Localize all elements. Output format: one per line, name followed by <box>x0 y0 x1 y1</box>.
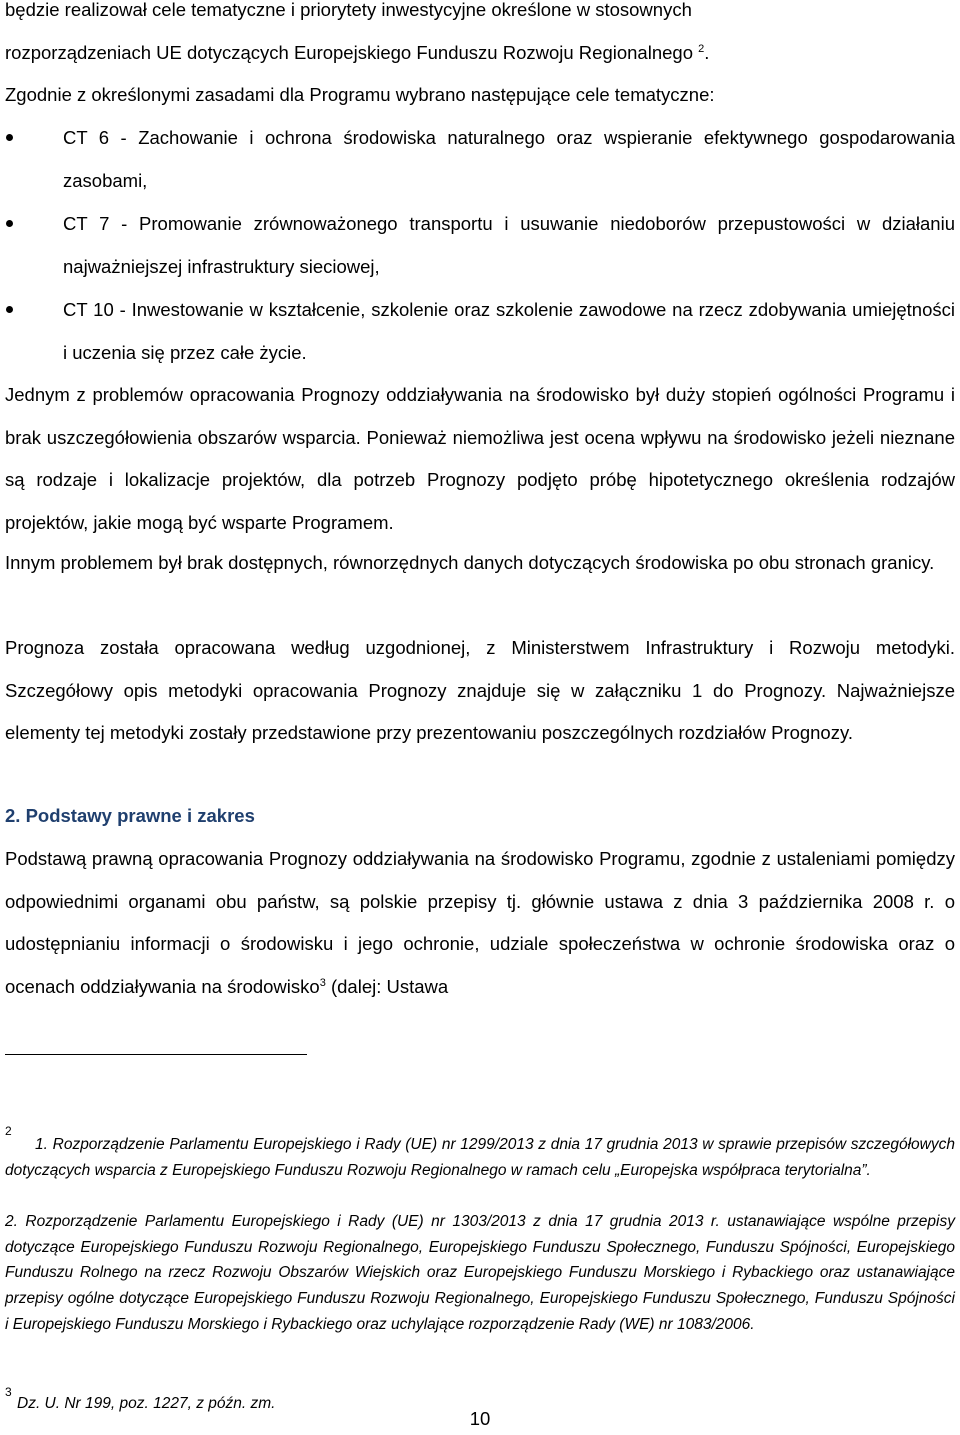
footnote-ref-2[interactable]: 2 <box>698 42 705 55</box>
list-item <box>5 289 955 374</box>
footnote-mark-3: 3 <box>5 1385 12 1399</box>
paragraph-legal-basis-text: Podstawą prawną opracowania Prognozy oddziaływania na środowisko Programu, zgodnie z ustaleniami pomiędzy odpowiednimi organami obu państw, są polskie przepisy tj. głównie ustawa z dnia 3 października 2008 r. o udostępnianiu informacji o środowisku i jego ochronie, udziale społeczeństwa w ochronie środowiska oraz o ocenach oddziaływania na środowisko <box>5 848 955 997</box>
paragraph-problems: Jednym z problemów opracowania Prognozy oddziaływania na środowisko był duży stopień ogólności Programu i brak uszczegółowienia obszarów wsparcia. Ponieważ niemożliwa jest ocena wpływu na środowisko jeżeli nieznane są rodzaje i lokalizacje projektów, dla potrzeb Prognozy podjęto próbę hipotetycznego określenia rodzajów projektów, jakie mogą być wsparte Programem. <box>5 384 955 533</box>
list-item-text: CT 10 - Inwestowanie w kształcenie, szkolenie oraz szkolenie zawodowe na rzecz zdobywania umiejętności i uczenia się przez całe życie. <box>63 299 955 363</box>
list-item <box>5 203 955 288</box>
paragraph-legal-basis <box>5 838 955 1008</box>
paragraph-data-problem: Innym problemem był brak dostępnych, równorzędnych danych dotyczących środowiska po obu stronach granicy. <box>5 552 935 573</box>
footnote-mark-2: 2 <box>5 1124 12 1138</box>
list-item-text: CT 7 - Promowanie zrównoważonego transportu i usuwanie niedoborów przepustowości w działaniu najważniejszej infrastruktury sieciowej, <box>63 213 955 277</box>
paragraph-legal-basis-end: (dalej: Ustawa <box>325 975 449 997</box>
paragraph-intro <box>5 0 955 74</box>
paragraph-intro-end: . <box>704 41 710 63</box>
paragraph-goals-intro: Zgodnie z określonymi zasadami dla Programu wybrano następujące cele tematyczne: <box>5 84 715 105</box>
footnote-ref-3[interactable]: 3 <box>319 976 326 989</box>
footnote-separator <box>5 1054 307 1055</box>
page-number: 10 <box>469 1408 491 1429</box>
footnote-2-item-1: 1. Rozporządzenie Parlamentu Europejskiego i Rady (UE) nr 1299/2013 z dnia 17 grudnia 2013 w sprawie przepisów szczegółowych dotyczących wsparcia z Europejskiego Funduszu Rozwoju Regionalnego w ramach celu „Europejska współpraca terytorialna”. <box>5 1136 955 1179</box>
footnote-2-item-2: 2. Rozporządzenie Parlamentu Europejskiego i Rady (UE) nr 1303/2013 z dnia 17 grudnia 2013 r. ustanawiające wspólne przepisy dotyczące Europejskiego Funduszu Rozwoju Regionalnego, Europejskiego Funduszu Społecznego, Funduszu Spójności, Europejskiego Funduszu Rolnego na rzecz Rozwoju Obszarów Wiejskich oraz Europejskiego Funduszu Morskiego i Rybackiego oraz ustanawiające przepisy ogólne dotyczące Europejskiego Funduszu Rozwoju Regionalnego, Europejskiego Funduszu Społecznego, Funduszu Spójności i Europejskiego Funduszu Morskiego i Rybackiego oraz uchylające rozporządzenie Rady (WE) nr 1083/2006. <box>5 1213 955 1333</box>
section-heading: 2. Podstawy prawne i zakres <box>5 805 255 826</box>
paragraph-methodology: Prognoza została opracowana według uzgodnionej, z Ministerstwem Infrastruktury i Rozwoju metodyki. Szczegółowy opis metodyki opracowania Prognozy znajduje się w załączniku 1 do Prognozy. Najważniejsze elementy tej metodyki zostały przedstawione przy prezentowaniu poszczególnych rozdziałów Prognozy. <box>5 637 955 743</box>
paragraph-intro-line2: rozporządzeniach UE dotyczących Europejskiego Funduszu Rozwoju Regionalnego <box>5 41 693 63</box>
list-item <box>5 117 955 202</box>
footnote-3: Dz. U. Nr 199, poz. 1227, z późn. zm. <box>17 1395 276 1412</box>
paragraph-intro-line1: będzie realizował cele tematyczne i priorytety inwestycyjne określone w stosownych <box>5 0 692 20</box>
list-item-text: CT 6 - Zachowanie i ochrona środowiska naturalnego oraz wspieranie efektywnego gospodarowania zasobami, <box>63 127 955 191</box>
